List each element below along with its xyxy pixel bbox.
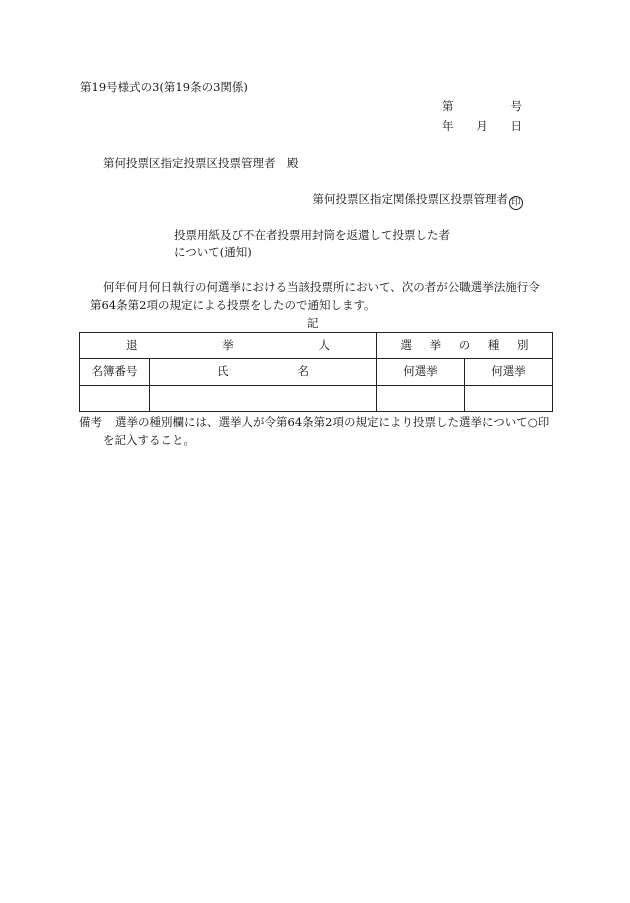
col-election-2-label: 何選挙 bbox=[491, 364, 526, 379]
cell-register-number[interactable] bbox=[80, 386, 150, 412]
col-name bbox=[150, 359, 377, 386]
doc-number-suffix: 号 bbox=[510, 99, 522, 113]
addressee: 第何投票区指定投票区投票管理者 殿 bbox=[103, 156, 299, 170]
col-register-number-label: 名簿番号 bbox=[91, 364, 138, 379]
date-year: 年 bbox=[442, 119, 454, 133]
subject-line-1: 投票用紙及び不在者投票用封筒を返還して投票した者 bbox=[174, 228, 450, 242]
col-election-2 bbox=[465, 359, 553, 386]
header-election-type bbox=[377, 333, 553, 359]
cell-election-2[interactable] bbox=[465, 386, 553, 412]
note-line-2: を記入すること。 bbox=[103, 433, 195, 447]
col-election-1 bbox=[377, 359, 465, 386]
date-day: 日 bbox=[510, 119, 522, 133]
issue-date bbox=[442, 121, 522, 133]
header-type-char: の bbox=[458, 337, 471, 352]
form-label: 第19号様式の3(第19条の3関係) bbox=[80, 80, 248, 94]
elector-table bbox=[79, 332, 553, 412]
col-name-char: 氏 bbox=[217, 364, 229, 379]
header-elector-char: 挙 bbox=[222, 337, 234, 352]
col-election-1-label: 何選挙 bbox=[403, 364, 438, 379]
col-name-char: 名 bbox=[297, 364, 309, 379]
header-type-char: 別 bbox=[517, 337, 529, 352]
sender-line bbox=[313, 194, 524, 210]
seal-mark: 印 bbox=[509, 196, 523, 210]
cell-name[interactable] bbox=[150, 386, 377, 412]
subject-line-2: について(通知) bbox=[174, 245, 252, 259]
note-label: 備考 bbox=[79, 415, 102, 429]
col-register-number bbox=[80, 359, 150, 386]
sender: 第何投票区指定関係投票区投票管理者 bbox=[312, 192, 508, 206]
doc-number-prefix: 第 bbox=[442, 99, 454, 113]
body-line-2: 第64条第2項の規定による投票をしたので通知します。 bbox=[90, 298, 376, 312]
header-elector bbox=[80, 333, 377, 359]
header-type-char: 種 bbox=[487, 337, 500, 352]
table-subheader-row bbox=[80, 359, 553, 386]
document-number bbox=[442, 101, 522, 113]
body-line-1: 何年何月何日執行の何選挙における当該投票所において、次の者が公職選挙法施行令 bbox=[103, 280, 540, 294]
header-elector-char: 退 bbox=[126, 337, 138, 352]
table-header-row bbox=[80, 333, 553, 359]
date-month: 月 bbox=[476, 119, 488, 133]
header-type-char: 挙 bbox=[429, 337, 442, 352]
ki-heading: 記 bbox=[307, 316, 319, 330]
table-row bbox=[80, 386, 553, 412]
header-type-char: 選 bbox=[400, 337, 412, 352]
header-elector-char: 人 bbox=[318, 337, 330, 352]
note-line-1: 選挙の種別欄には、選挙人が令第64条第2項の規定により投票した選挙について○印 bbox=[115, 415, 550, 429]
cell-election-1[interactable] bbox=[377, 386, 465, 412]
